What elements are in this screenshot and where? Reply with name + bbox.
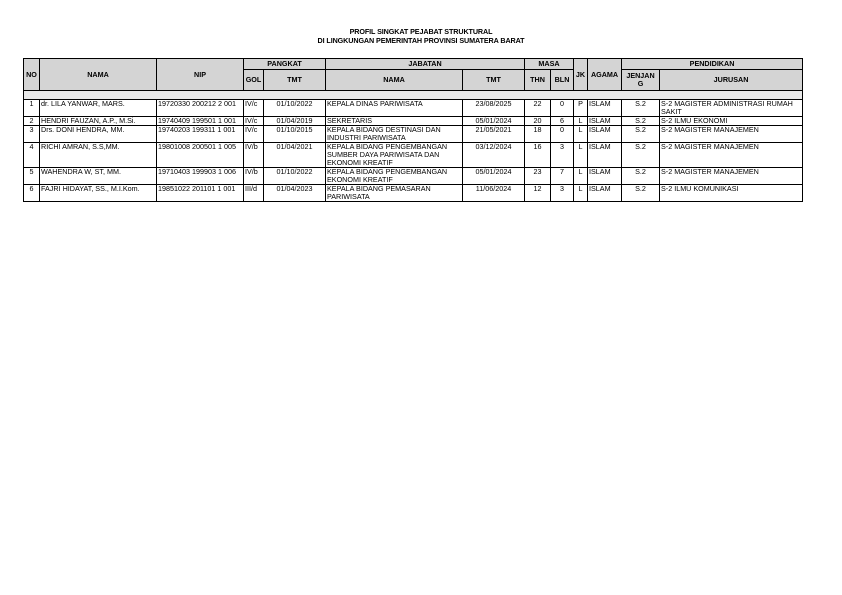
header-bln: BLN: [551, 70, 574, 91]
cell-bln: 3: [551, 185, 574, 202]
cell-no: 5: [24, 168, 40, 185]
table-row: [24, 185, 803, 202]
cell-gol: III/d: [244, 185, 264, 202]
cell-gol: IV/c: [244, 126, 264, 143]
cell-no: 3: [24, 126, 40, 143]
cell-jabatan: KEPALA BIDANG PENGEMBANGAN SUMBER DAYA PARIWISATA DAN EKONOMI KREATIF: [326, 143, 463, 168]
header-tmt-pangkat: TMT: [264, 70, 326, 91]
cell-jk: P: [574, 100, 588, 117]
cell-jk: L: [574, 117, 588, 126]
cell-tmt-jabatan: 05/01/2024: [463, 168, 525, 185]
cell-jurusan: S-2 MAGISTER MANAJEMEN: [660, 143, 803, 168]
table-row: [24, 168, 803, 185]
cell-nama: Drs. DONI HENDRA, MM.: [40, 126, 157, 143]
header-pendidikan: PENDIDIKAN: [622, 59, 803, 70]
cell-nip: 19801008 200501 1 005: [157, 143, 244, 168]
cell-thn: 16: [525, 143, 551, 168]
cell-jurusan: S-2 MAGISTER MANAJEMEN: [660, 126, 803, 143]
header-nama: NAMA: [40, 59, 157, 91]
cell-nama: WAHENDRA W, ST, MM.: [40, 168, 157, 185]
cell-bln: 0: [551, 100, 574, 117]
cell-agama: ISLAM: [588, 100, 622, 117]
table-row: [24, 143, 803, 168]
cell-tmt-pangkat: 01/04/2019: [264, 117, 326, 126]
cell-tmt-pangkat: 01/10/2022: [264, 100, 326, 117]
header-jenjang: JENJAN G: [622, 70, 660, 91]
cell-jurusan: S-2 MAGISTER MANAJEMEN: [660, 168, 803, 185]
document-title: [0, 27, 842, 45]
cell-tmt-jabatan: 11/06/2024: [463, 185, 525, 202]
cell-jenjang: S.2: [622, 185, 660, 202]
cell-nama: dr. LILA YANWAR, MARS.: [40, 100, 157, 117]
cell-jurusan: S-2 ILMU KOMUNIKASI: [660, 185, 803, 202]
header-thn: THN: [525, 70, 551, 91]
cell-no: 1: [24, 100, 40, 117]
cell-nip: 19740203 199311 1 001: [157, 126, 244, 143]
cell-jabatan: KEPALA BIDANG DESTINASI DAN INDUSTRI PARIWISATA: [326, 126, 463, 143]
cell-nama: HENDRI FAUZAN, A.P., M.Si.: [40, 117, 157, 126]
cell-thn: 20: [525, 117, 551, 126]
table-row: [24, 126, 803, 143]
cell-gol: IV/c: [244, 100, 264, 117]
cell-gol: IV/b: [244, 143, 264, 168]
cell-nip: 19710403 199903 1 006: [157, 168, 244, 185]
title-line-2: DI LINGKUNGAN PEMERINTAH PROVINSI SUMATERA BARAT: [317, 36, 525, 45]
cell-nip: 19851022 201101 1 001: [157, 185, 244, 202]
cell-nama: FAJRI HIDAYAT, SS., M.I.Kom.: [40, 185, 157, 202]
cell-tmt-pangkat: 01/10/2015: [264, 126, 326, 143]
header-nip: NIP: [157, 59, 244, 91]
header-agama: AGAMA: [588, 59, 622, 91]
cell-tmt-jabatan: 05/01/2024: [463, 117, 525, 126]
cell-jenjang: S.2: [622, 126, 660, 143]
cell-thn: 23: [525, 168, 551, 185]
cell-jurusan: S-2 MAGISTER ADMINISTRASI RUMAH SAKIT: [660, 100, 803, 117]
cell-jabatan: KEPALA BIDANG PENGEMBANGAN EKONOMI KREATIF: [326, 168, 463, 185]
cell-gol: IV/b: [244, 168, 264, 185]
cell-bln: 6: [551, 117, 574, 126]
cell-agama: ISLAM: [588, 168, 622, 185]
cell-jk: L: [574, 168, 588, 185]
header-masa: MASA: [525, 59, 574, 70]
cell-thn: 22: [525, 100, 551, 117]
cell-jk: L: [574, 143, 588, 168]
header-jk: JK: [574, 59, 588, 91]
cell-jabatan: SEKRETARIS: [326, 117, 463, 126]
cell-bln: 0: [551, 126, 574, 143]
cell-thn: 18: [525, 126, 551, 143]
cell-agama: ISLAM: [588, 185, 622, 202]
cell-tmt-jabatan: 23/08/2025: [463, 100, 525, 117]
cell-tmt-pangkat: 01/04/2023: [264, 185, 326, 202]
cell-agama: ISLAM: [588, 117, 622, 126]
cell-no: 6: [24, 185, 40, 202]
cell-tmt-pangkat: 01/04/2021: [264, 143, 326, 168]
cell-tmt-pangkat: 01/10/2022: [264, 168, 326, 185]
table-row: [24, 100, 803, 117]
title-line-1: PROFIL SINGKAT PEJABAT STRUKTURAL: [349, 27, 493, 36]
cell-no: 2: [24, 117, 40, 126]
cell-jenjang: S.2: [622, 100, 660, 117]
cell-thn: 12: [525, 185, 551, 202]
cell-tmt-jabatan: 03/12/2024: [463, 143, 525, 168]
cell-nip: 19720330 200212 2 001: [157, 100, 244, 117]
cell-no: 4: [24, 143, 40, 168]
header-jurusan: JURUSAN: [660, 70, 803, 91]
header-nama-jabatan: NAMA: [326, 70, 463, 91]
table-row: [24, 117, 803, 126]
cell-jurusan: S-2 ILMU EKONOMI: [660, 117, 803, 126]
cell-jabatan: KEPALA BIDANG PEMASARAN PARIWISATA: [326, 185, 463, 202]
cell-agama: ISLAM: [588, 126, 622, 143]
cell-bln: 7: [551, 168, 574, 185]
cell-jk: L: [574, 185, 588, 202]
cell-agama: ISLAM: [588, 143, 622, 168]
header-jabatan: JABATAN: [326, 59, 525, 70]
cell-gol: IV/c: [244, 117, 264, 126]
cell-nama: RICHI AMRAN, S.S,MM.: [40, 143, 157, 168]
header-gol: GOL: [244, 70, 264, 91]
officials-table: [23, 58, 803, 202]
cell-jk: L: [574, 126, 588, 143]
cell-jenjang: S.2: [622, 117, 660, 126]
cell-nip: 19740409 199501 1 001: [157, 117, 244, 126]
cell-jabatan: KEPALA DINAS PARIWISATA: [326, 100, 463, 117]
cell-bln: 3: [551, 143, 574, 168]
header-no: NO: [24, 59, 40, 91]
spacer-row: [24, 91, 803, 100]
cell-jenjang: S.2: [622, 143, 660, 168]
header-tmt-jabatan: TMT: [463, 70, 525, 91]
header-pangkat: PANGKAT: [244, 59, 326, 70]
cell-jenjang: S.2: [622, 168, 660, 185]
cell-tmt-jabatan: 21/05/2021: [463, 126, 525, 143]
